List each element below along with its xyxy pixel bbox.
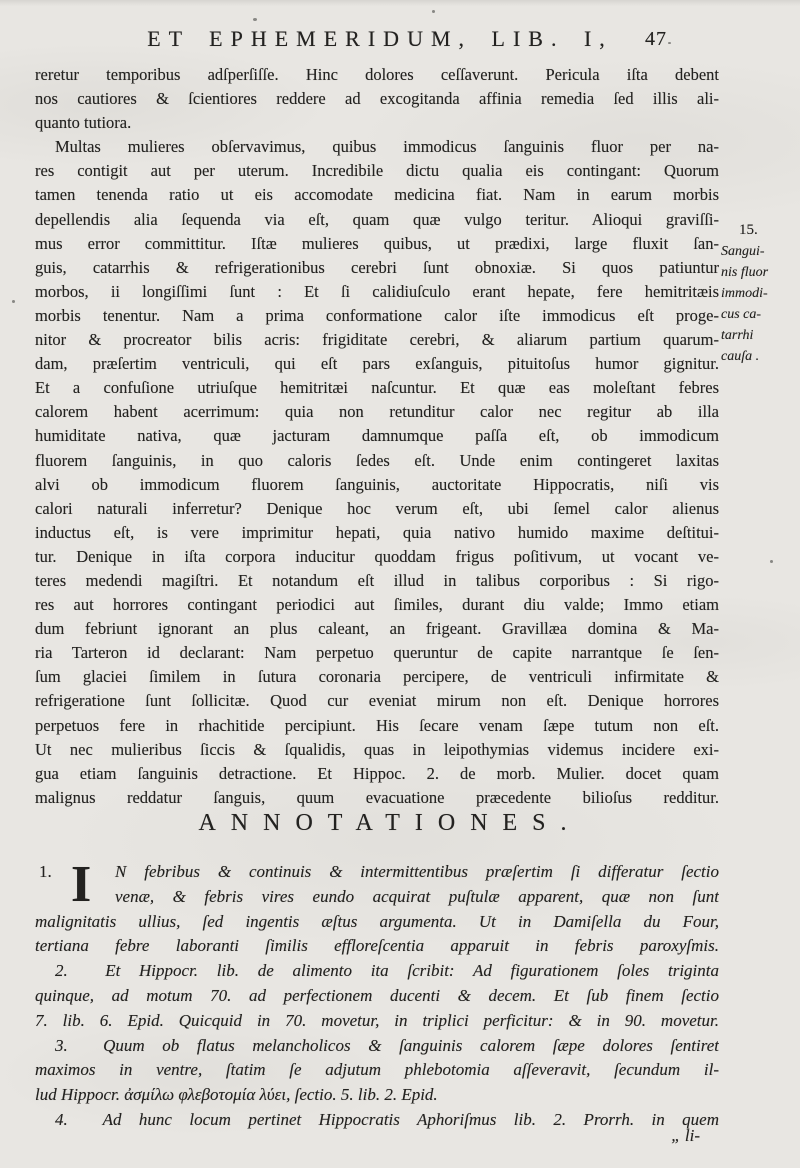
annotation-3-number: 3. [55, 1035, 68, 1055]
scan-speck [12, 300, 15, 303]
annotation-line: 7. lib. 6. Epid. Quicquid in 70. movetur, in triplici perficitur: & in 90. movetur. [35, 1010, 719, 1030]
body-line: teres medendi magiſtri. Et notandum eſt illud in talibus corporibus : Si rigo- [35, 570, 719, 590]
margin-note-line: tarrhi [721, 328, 754, 343]
margin-note-line: nis fluor [721, 265, 769, 280]
body-line: gua etiam ſanguinis detractione. Et Hippoc. 2. de morb. Mulier. docet quam [35, 763, 719, 783]
body-line: perpetuos fere in rhachitide percipiunt. His ſecare venam ſæpe tutum non eſt. [35, 715, 719, 735]
running-header-title: ET EPHEMERIDUM, LIB. I, [147, 26, 613, 51]
body-line: morbos, ii longiſſimi ſunt : Et ſi calidiuſculo erant hepate, fere hemitritæis [35, 281, 719, 301]
body-line: humiditate nativa, quæ jacturam damnumque paſſa eſt, ob immodicum [35, 426, 719, 446]
body-line: mus error committitur. Iſtæ mulieres quibus, ut prædixi, large fluxit ſan- [35, 233, 719, 253]
body-line: morbis tenentur. Nam a prima conformatione calor iſte immodicus eſt proge- [35, 305, 719, 325]
annotation-line-text: Quum ob flatus melancholicos & ſanguinis calorem ſæpe dolores ſentiret [103, 1035, 719, 1055]
body-line: ria Tarteron id declarant: Nam perpetuo queruntur de capite narrantque ſe ſen- [35, 643, 719, 663]
scan-speck [253, 18, 257, 21]
body-line: calorem habent acerrimum: quia non retunditur calor nec regitur ab illa [35, 402, 719, 422]
annotations-section [35, 856, 719, 1133]
annotation-4-number: 4. [55, 1109, 68, 1129]
body-line: depellendis alia ſequenda via eſt, quam quæ vulgo teritur. Alioqui graviſſi- [35, 209, 719, 229]
annotation-3 [35, 1034, 719, 1108]
body-line: ſum glaciei ſimilem in ſutura coronaria percipere, de ventriculi infirmitate & [35, 667, 719, 687]
annotation-line: lud Hippocr. ἀσμίλω φλεβοτομία λύει, ſectio. 5. lib. 2. Epid. [35, 1085, 438, 1105]
annotation-line: N febribus & continuis & intermittentibus præſertim ſi differatur ſectio [115, 862, 719, 881]
body-line: Et a confuſione utriuſque hemitritæi naſcuntur. Et quæ eas moleſtant febres [35, 378, 719, 398]
margin-note-number: 15. [739, 222, 758, 238]
body-line: res contigit aut per uterum. Incredibile dictu qualia eis contingant: Quorum [35, 161, 719, 181]
margin-note [721, 220, 797, 367]
annotation-line-text: Ad hunc locum pertinet Hippocratis Aphoriſmus lib. 2. Prorrh. in quem [102, 1109, 719, 1129]
body-line: res aut horrores contingant periodici aut ſimiles, durant diu valde; Immo etiam [35, 595, 719, 615]
annotation-line: tertiana febre laboranti ſimilis effloreſcentia apparuit in febris paroxyſmis. [35, 936, 719, 956]
body-line: nos cautiores & ſcientiores reddere ad excogitanda affinia remedia ſed illis ali- [35, 89, 719, 109]
body-line: calori naturali inferretur? Denique hoc verum eſt, ubi ſemel calor alienus [35, 498, 719, 518]
annotation-line [35, 1034, 719, 1059]
annotation-1-dropcap: I [71, 856, 92, 913]
annotation-line-text: Et Hippocr. lib. de alimento ita ſcribit: Ad figurationem ſoles triginta [105, 961, 719, 981]
annotation-line [35, 959, 719, 984]
body-line: Multas mulieres obſervavimus, quibus immodicus ſanguinis fluor per na- [55, 137, 719, 157]
scan-speck [668, 42, 671, 44]
annotation-line: maximos in ventre, ſtatim ſe adjutum phlebotomia aſſeveravit, ſecundum il- [35, 1060, 719, 1080]
annotation-2-number: 2. [55, 961, 68, 981]
annotations-heading: ANNOTATIONES. [198, 810, 582, 836]
margin-note-line: cus ca- [721, 307, 762, 322]
body-text-column [35, 63, 719, 810]
annotation-1 [35, 856, 719, 959]
scan-speck [432, 10, 435, 13]
body-line: reretur temporibus adſperſiſſe. Hinc dolores ceſſaverunt. Pericula iſta debent [35, 65, 719, 84]
body-line: dam, præſertim ventriculi, qui eſt pars exſanguis, pituitoſus humor gignitur. [35, 354, 719, 374]
margin-note-line: immodi- [721, 286, 768, 301]
body-line: quanto tutiora. [35, 113, 132, 133]
annotation-line: venæ, & febris vires eundo acquirat puſtulæ apparent, quæ non ſunt [115, 886, 719, 906]
body-line: malignus reddatur ſanguis, quum evacuatione præcedente bilioſus redditur. [35, 787, 719, 807]
page-number: 47 [645, 28, 667, 50]
margin-note-line: cauſa . [721, 349, 760, 364]
body-line: fluorem ſanguinis, in quo caloris ſedes eſt. Unde enim contingeret laxitas [35, 450, 719, 470]
annotation-1-number: 1. [39, 862, 52, 881]
body-line: nitor & procreator bilis acris: frigiditate cerebri, & aliarum partium quarum- [35, 330, 719, 350]
body-line: inductus eſt, is vere imprimitur hepati, quia nativo humido maxime deſtitui- [35, 522, 719, 542]
catchword: „ li- [671, 1126, 700, 1145]
scan-speck [770, 560, 773, 563]
body-line: guis, catarrhis & refrigerationibus cerebri ſunt obnoxiæ. Si quos patiuntur [35, 257, 719, 277]
body-line: alvi ob immodicum fluorem ſanguinis, auctoritate Hippocratis, niſi vis [35, 474, 719, 494]
margin-note-line: Sangui- [721, 244, 765, 259]
annotation-2 [35, 959, 719, 1033]
body-line: dum febriunt ignorant an plus caleant, an frigeant. Gravillæa domina & Ma- [35, 619, 719, 639]
body-line: Ut nec mulieribus ſiccis & ſqualidis, quas in leipothymias videmus incidere exi- [35, 739, 719, 759]
annotation-line: malignitatis ullius, ſed ingentis æſtus argumenta. Ut in Damiſella du Four, [35, 911, 719, 931]
body-line: refrigeratione ſunt ſollicitæ. Quod cur eveniat mirum non eſt. Denique horrores [35, 691, 719, 711]
body-line: tamen tenenda ratio ut eis accomodate medicina fiat. Nam in earum morbis [35, 185, 719, 205]
body-line: tur. Denique in iſta corpora inducitur quoddam frigus poſitivum, ut vocant ve- [35, 546, 719, 566]
annotation-line: quinque, ad motum 70. ad perfectionem ducenti & decem. Et ſub finem ſectio [35, 985, 719, 1005]
